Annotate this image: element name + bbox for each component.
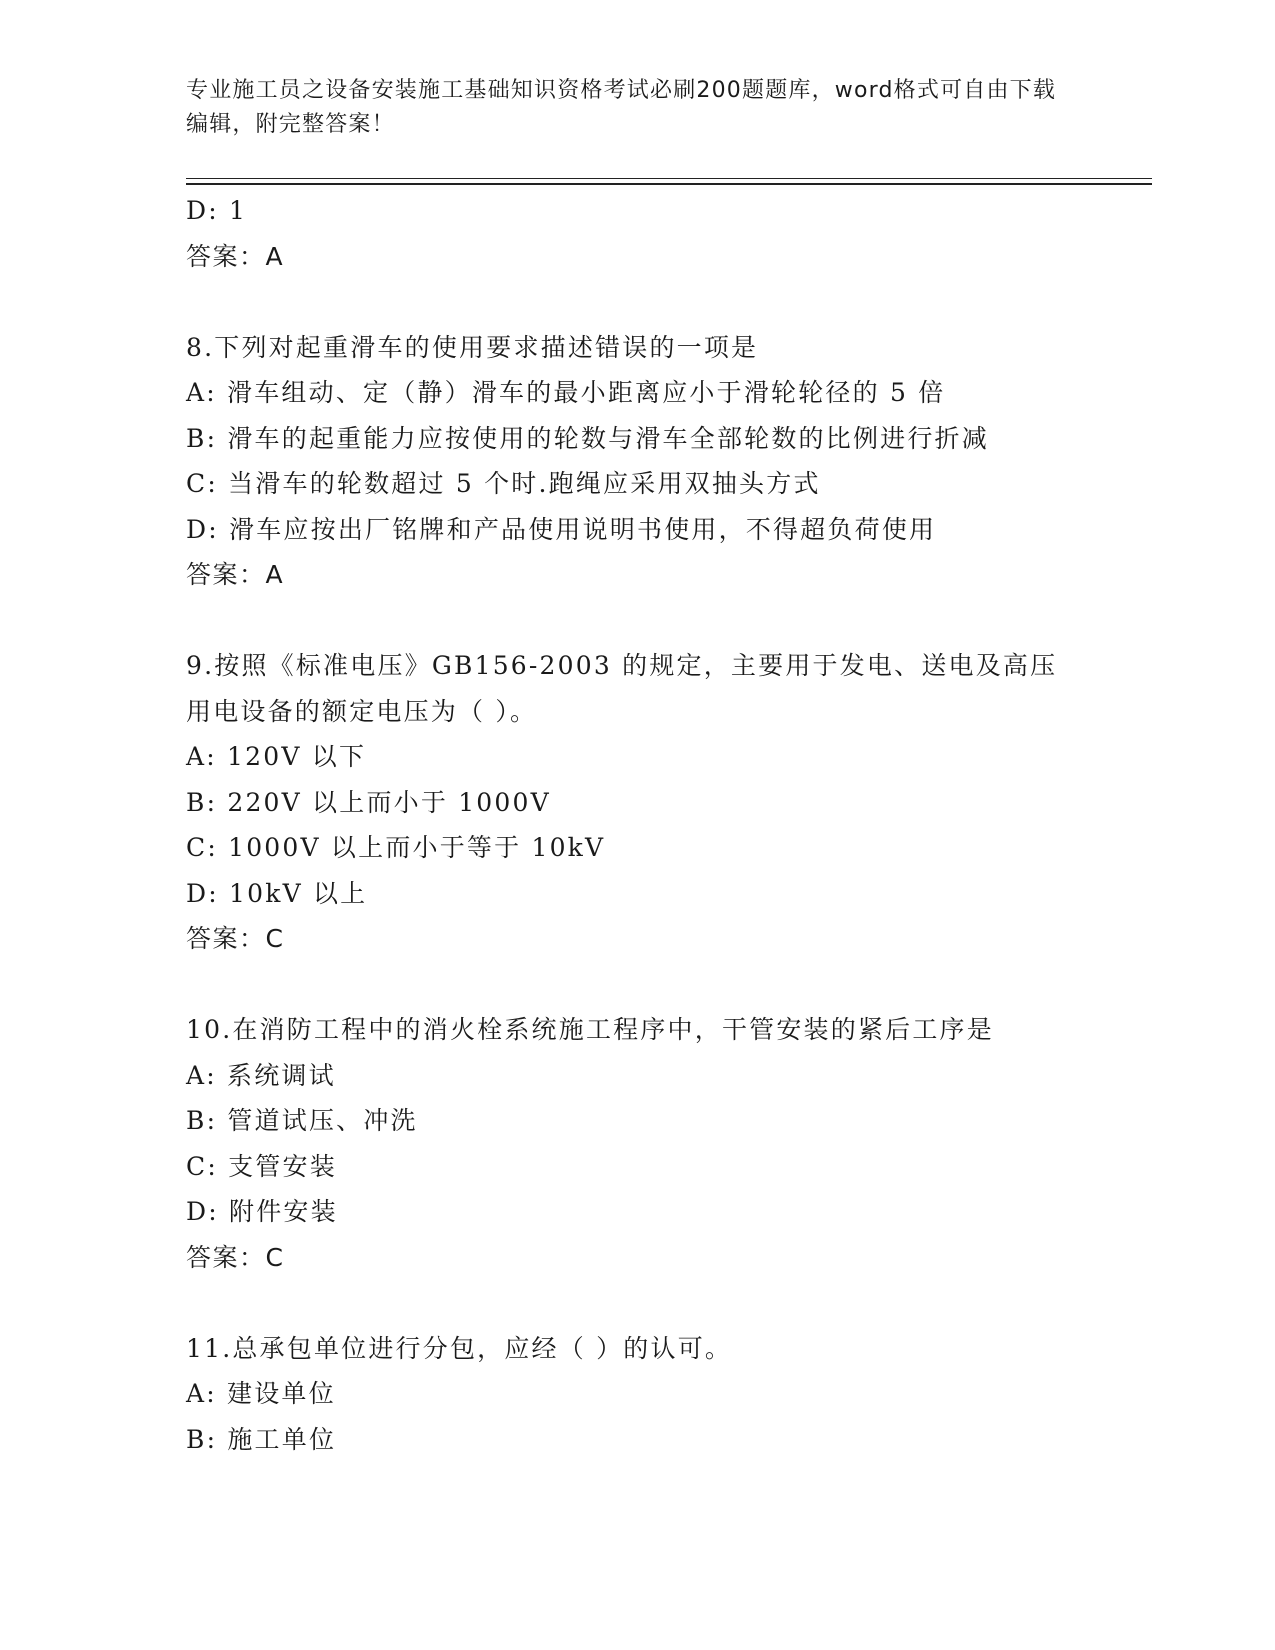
option-c: C: 当滑车的轮数超过 5 个时.跑绳应采用双抽头方式 — [186, 469, 821, 498]
option-b: B: 220V 以上而小于 1000V — [186, 787, 551, 817]
question-text: 10.在消防工程中的消火栓系统施工程序中，干管安装的紧后工序是 — [186, 1015, 994, 1044]
option-a: A: 建设单位 — [186, 1379, 336, 1408]
header-rule-thin — [186, 178, 1152, 179]
option-c: C: 支管安装 — [186, 1151, 337, 1181]
question-content — [186, 188, 1066, 1462]
answer: 答案：C — [186, 1242, 285, 1272]
document-header: 专业施工员之设备安装施工基础知识资格考试必刷200题题库，word格式可自由下载编辑，附完整答案！ — [186, 78, 1057, 137]
question-10 — [186, 1007, 1066, 1280]
option-b: B: 管道试压、冲洗 — [186, 1106, 418, 1135]
option-b: B: 施工单位 — [186, 1424, 337, 1454]
question-11 — [186, 1326, 1066, 1463]
option-d: D: 1 — [186, 196, 248, 225]
option-d: D: 滑车应按出厂铭牌和产品使用说明书使用，不得超负荷使用 — [186, 514, 937, 544]
header-rule-thick — [186, 183, 1152, 185]
answer: 答案：A — [186, 560, 285, 589]
question-text: 11.总承包单位进行分包，应经（ ）的认可。 — [186, 1333, 733, 1363]
option-a: A: 滑车组动、定（静）滑车的最小距离应小于滑轮轮径的 5 倍 — [186, 378, 946, 407]
option-a: A: 系统调试 — [186, 1060, 336, 1090]
question-text: 9.按照《标准电压》GB156-2003 的规定，主要用于发电、送电及高压用电设备的额定电压为（ ）。 — [186, 651, 1058, 726]
option-d: D: 附件安装 — [186, 1197, 338, 1226]
answer: 答案：A — [186, 241, 285, 271]
question-text: 8.下列对起重滑车的使用要求描述错误的一项是 — [186, 332, 759, 362]
option-b: B: 滑车的起重能力应按使用的轮数与滑车全部轮数的比例进行折减 — [186, 423, 989, 453]
question-9 — [186, 643, 1066, 962]
option-c: C: 1000V 以上而小于等于 10kV — [186, 833, 606, 862]
option-d: D: 10kV 以上 — [186, 878, 368, 908]
answer: 答案：C — [186, 924, 285, 953]
question-8 — [186, 325, 1066, 598]
option-a: A: 120V 以下 — [186, 742, 367, 771]
